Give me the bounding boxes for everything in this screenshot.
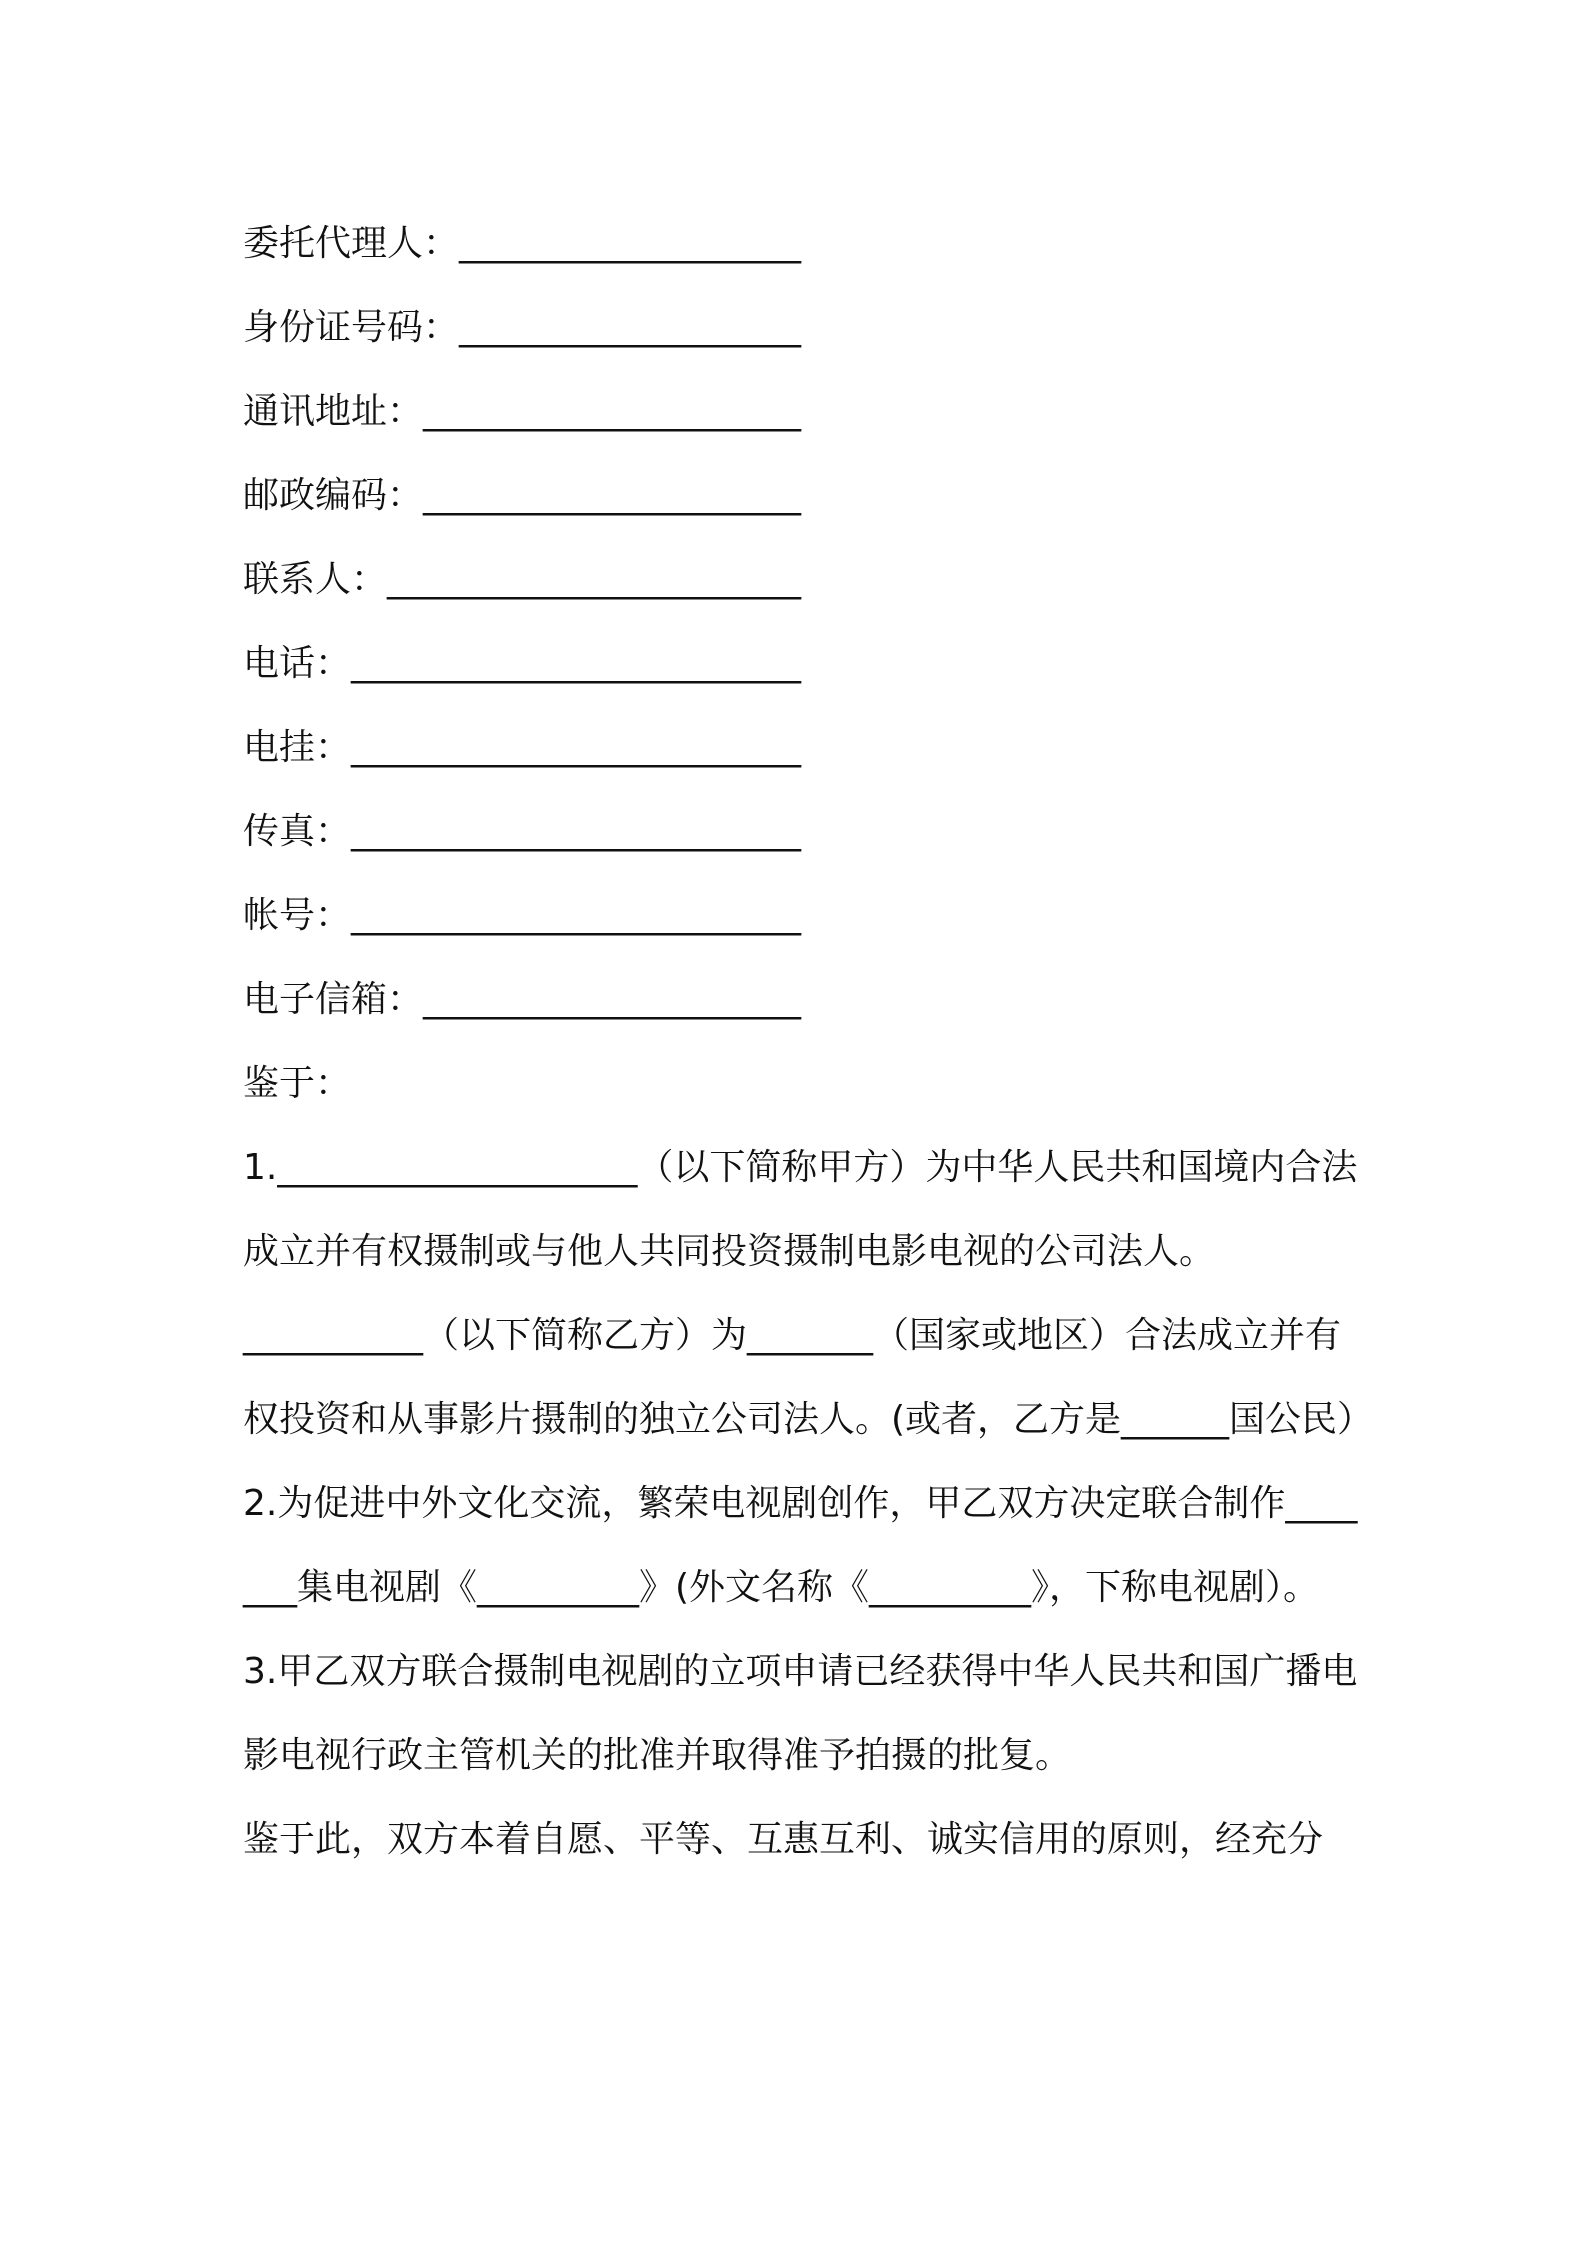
field-label: 联系人： xyxy=(243,559,388,600)
contract-body xyxy=(243,202,1374,1882)
field-blank: _____________________ xyxy=(423,391,802,432)
paragraph-approval: 3.甲乙双方联合摄制电视剧的立项申请已经获得中华人民共和国广播电影电视行政主管机关的批准并取得准予拍摄的批复。 xyxy=(243,1651,1358,1776)
field-blank: ___________________ xyxy=(459,223,802,264)
field-label: 委托代理人： xyxy=(243,223,460,264)
field-label: 邮政编码： xyxy=(243,475,424,516)
field-account xyxy=(243,874,1358,958)
field-label: 电子信箱： xyxy=(243,979,424,1020)
field-id-number xyxy=(243,286,1358,370)
field-agent xyxy=(243,202,1358,286)
field-address xyxy=(243,370,1358,454)
field-label: 帐号： xyxy=(243,895,352,936)
field-blank: _________________________ xyxy=(351,895,802,936)
field-blank: _____________________ xyxy=(423,475,802,516)
field-contact xyxy=(243,538,1358,622)
field-blank: _________________________ xyxy=(351,643,802,684)
field-blank: _________________________ xyxy=(351,727,802,768)
paragraph-principles: 鉴于此，双方本着自愿、平等、互惠互利、诚实信用的原则，经充分 xyxy=(243,1819,1324,1860)
field-blank: _______________________ xyxy=(387,559,802,600)
field-email xyxy=(243,958,1358,1042)
paragraph-party-a: 1.____________________（以下简称甲方）为中华人民共和国境内合法成立并有权摄制或与他人共同投资摄制电影电视的公司法人。 xyxy=(243,1147,1358,1272)
field-postcode xyxy=(243,454,1358,538)
whereas-heading: 鉴于： xyxy=(243,1063,352,1104)
field-blank: _________________________ xyxy=(351,811,802,852)
field-blank: ___________________ xyxy=(459,307,802,348)
paragraph-purpose: 2.为促进中外文化交流，繁荣电视剧创作，甲乙双方决定联合制作_______集电视剧《_________》(外文名称《_________》，下称电视剧）。 xyxy=(243,1483,1358,1608)
field-label: 电挂： xyxy=(243,727,352,768)
field-blank: _____________________ xyxy=(423,979,802,1020)
field-telegraph xyxy=(243,706,1358,790)
field-phone xyxy=(243,622,1358,706)
paragraph-party-b: __________（以下简称乙方）为_______（国家或地区）合法成立并有权投资和从事影片摄制的独立公司法人。(或者，乙方是______国公民） xyxy=(243,1315,1374,1440)
field-fax xyxy=(243,790,1358,874)
field-label: 通讯地址： xyxy=(243,391,424,432)
field-label: 电话： xyxy=(243,643,352,684)
field-label: 身份证号码： xyxy=(243,307,460,348)
field-label: 传真： xyxy=(243,811,352,852)
